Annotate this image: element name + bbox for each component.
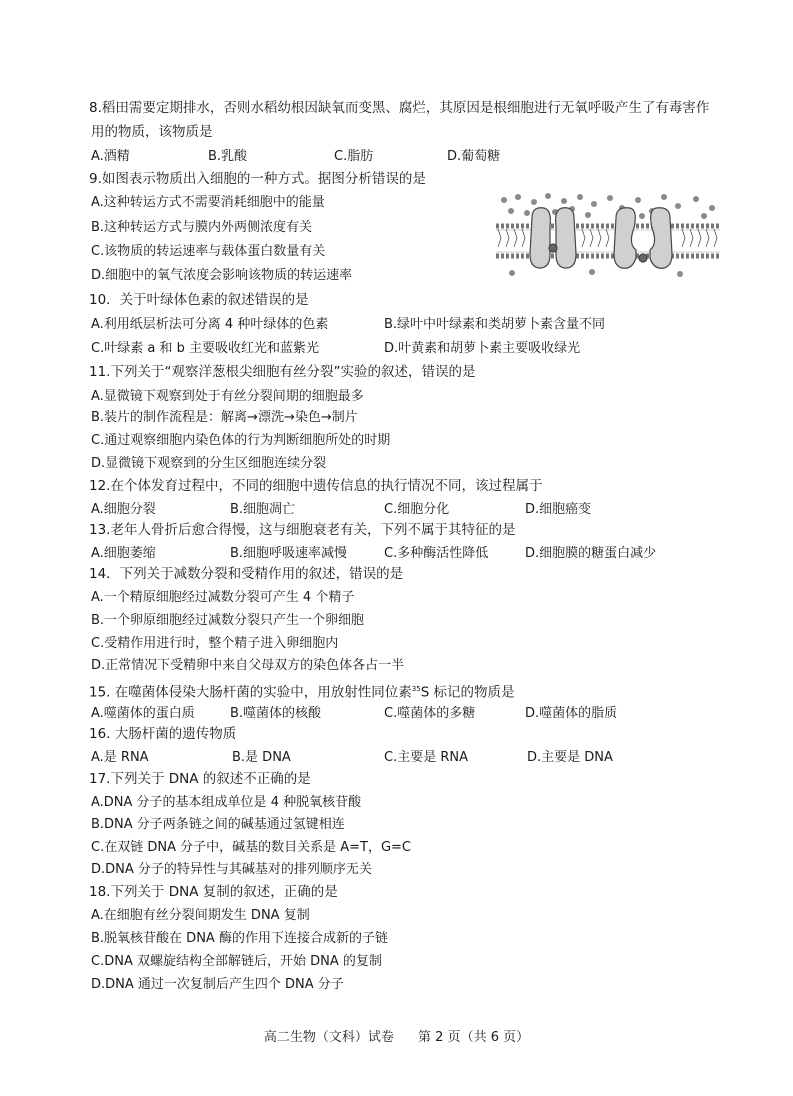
q18-option-d: D.DNA 通过一次复制后产生四个 DNA 分子 <box>91 977 344 992</box>
q18-option-b: B.脱氧核苷酸在 DNA 酶的作用下连接合成新的子链 <box>91 931 388 946</box>
q12-stem: 12.在个体发育过程中，不同的细胞中遗传信息的执行情况不同，该过程属于 <box>89 478 543 494</box>
q11-option-d: D.显微镜下观察到的分生区细胞连续分裂 <box>91 456 327 471</box>
footer-page-number: 第 2 页（共 6 页） <box>418 1030 530 1045</box>
q16-option-d: D.主要是 DNA <box>527 750 613 765</box>
q15-stem-before: 15. 在噬菌体侵染大肠杆菌的实验中，用放射性同位素 <box>89 684 412 701</box>
q13-option-d: D.细胞膜的糖蛋白减少 <box>525 546 657 561</box>
q16-option-c: C.主要是 RNA <box>384 750 468 765</box>
q16-stem: 16. 大肠杆菌的遗传物质 <box>89 726 237 742</box>
q8-option-c: C.脂肪 <box>334 149 374 164</box>
q9-option-d: D.细胞中的氧气浓度会影响该物质的转运速率 <box>91 268 353 283</box>
q13-option-b: B.细胞呼吸速率减慢 <box>230 546 348 561</box>
q9-stem: 9.如图表示物质出入细胞的一种方式。据图分析错误的是 <box>89 171 426 187</box>
q12-option-b: B.细胞凋亡 <box>230 502 296 517</box>
q8-option-a: A.酒精 <box>91 149 130 164</box>
q15-option-c: C.噬菌体的多糖 <box>384 706 476 721</box>
q8-stem-line2: 用的物质，该物质是 <box>91 124 213 140</box>
inner-solute-dots <box>509 269 683 277</box>
q8-stem-line1: 8.稻田需要定期排水，否则水稻幼根因缺氧而变黑、腐烂，其原因是根细胞进行无氧呼吸产生了有毒害作 <box>89 100 710 116</box>
q9-option-a: A.这种转运方式不需要消耗细胞中的能量 <box>91 195 325 210</box>
q15-option-b: B.噬菌体的核酸 <box>230 706 322 721</box>
q15-isotope-mass: 35 <box>411 685 421 693</box>
q10-option-b: B.绿叶中叶绿素和类胡萝卜素含量不同 <box>384 317 606 332</box>
q17-stem: 17.下列关于 DNA 的叙述不正确的是 <box>89 771 311 787</box>
q14-stem: 14．下列关于减数分裂和受精作用的叙述，错误的是 <box>89 566 404 582</box>
q15-stem <box>89 681 515 701</box>
q17-option-b: B.DNA 分子两条链之间的碱基通过氢键相连 <box>91 817 345 832</box>
q18-option-c: C.DNA 双螺旋结构全部解链后，开始 DNA 的复制 <box>91 954 382 969</box>
q13-option-c: C.多种酶活性降低 <box>384 546 489 561</box>
footer-exam-title: 高二生物（文科）试卷 <box>263 1030 394 1045</box>
q17-option-d: D.DNA 分子的特异性与其碱基对的排列顺序无关 <box>91 862 372 877</box>
q9-option-b: B.这种转运方式与膜内外两侧浓度有关 <box>91 220 313 235</box>
q12-option-c: C.细胞分化 <box>384 502 450 517</box>
q18-stem: 18.下列关于 DNA 复制的叙述，正确的是 <box>89 884 338 900</box>
q14-option-c: C.受精作用进行时，整个精子进入卵细胞内 <box>91 636 339 651</box>
q17-option-c: C.在双链 DNA 分子中，碱基的数目关系是 A=T，G=C <box>91 840 412 855</box>
q15-stem-after: S 标记的物质是 <box>420 684 515 701</box>
q8-option-b: B.乳酸 <box>208 149 248 164</box>
q12-option-d: D.细胞癌变 <box>525 502 592 517</box>
q11-stem: 11.下列关于“观察洋葱根尖细胞有丝分裂”实验的叙述，错误的是 <box>89 364 476 380</box>
q13-option-a: A.细胞萎缩 <box>91 546 156 561</box>
q10-option-a: A.利用纸层析法可分离 4 种叶绿体的色素 <box>91 317 329 332</box>
q11-option-c: C.通过观察细胞内染色体的行为判断细胞所处的时期 <box>91 433 391 448</box>
page-footer <box>0 1030 793 1046</box>
membrane-transport-figure <box>492 188 724 280</box>
q16-option-b: B.是 DNA <box>232 750 291 765</box>
q16-option-a: A.是 RNA <box>91 750 149 765</box>
carrier-protein-1 <box>530 208 576 268</box>
q13-stem: 13.老年人骨折后愈合得慢，这与细胞衰老有关，下列不属于其特征的是 <box>89 522 516 538</box>
q10-stem: 10．关于叶绿体色素的叙述错误的是 <box>89 292 309 308</box>
q15-option-d: D.噬菌体的脂质 <box>525 706 618 721</box>
q9-option-c: C.该物质的转运速率与载体蛋白数量有关 <box>91 244 326 259</box>
q12-option-a: A.细胞分裂 <box>91 502 156 517</box>
q14-option-a: A.一个精原细胞经过减数分裂可产生 4 个精子 <box>91 590 355 605</box>
q15-option-a: A.噬菌体的蛋白质 <box>91 706 195 721</box>
q11-option-a: A.显微镜下观察到处于有丝分裂间期的细胞最多 <box>91 389 364 404</box>
q18-option-a: A.在细胞有丝分裂间期发生 DNA 复制 <box>91 908 310 923</box>
q10-option-c: C.叶绿素 a 和 b 主要吸收红光和蓝紫光 <box>91 341 319 356</box>
q14-option-d: D.正常情况下受精卵中来自父母双方的染色体各占一半 <box>91 658 405 673</box>
q11-option-b: B.装片的制作流程是：解离→漂洗→染色→制片 <box>91 410 358 425</box>
q14-option-b: B.一个卵原细胞经过减数分裂只产生一个卵细胞 <box>91 613 365 628</box>
q10-option-d: D.叶黄素和胡萝卜素主要吸收绿光 <box>384 341 581 356</box>
q17-option-a: A.DNA 分子的基本组成单位是 4 种脱氧核苷酸 <box>91 795 362 810</box>
q8-option-d: D.葡萄糖 <box>447 149 501 164</box>
